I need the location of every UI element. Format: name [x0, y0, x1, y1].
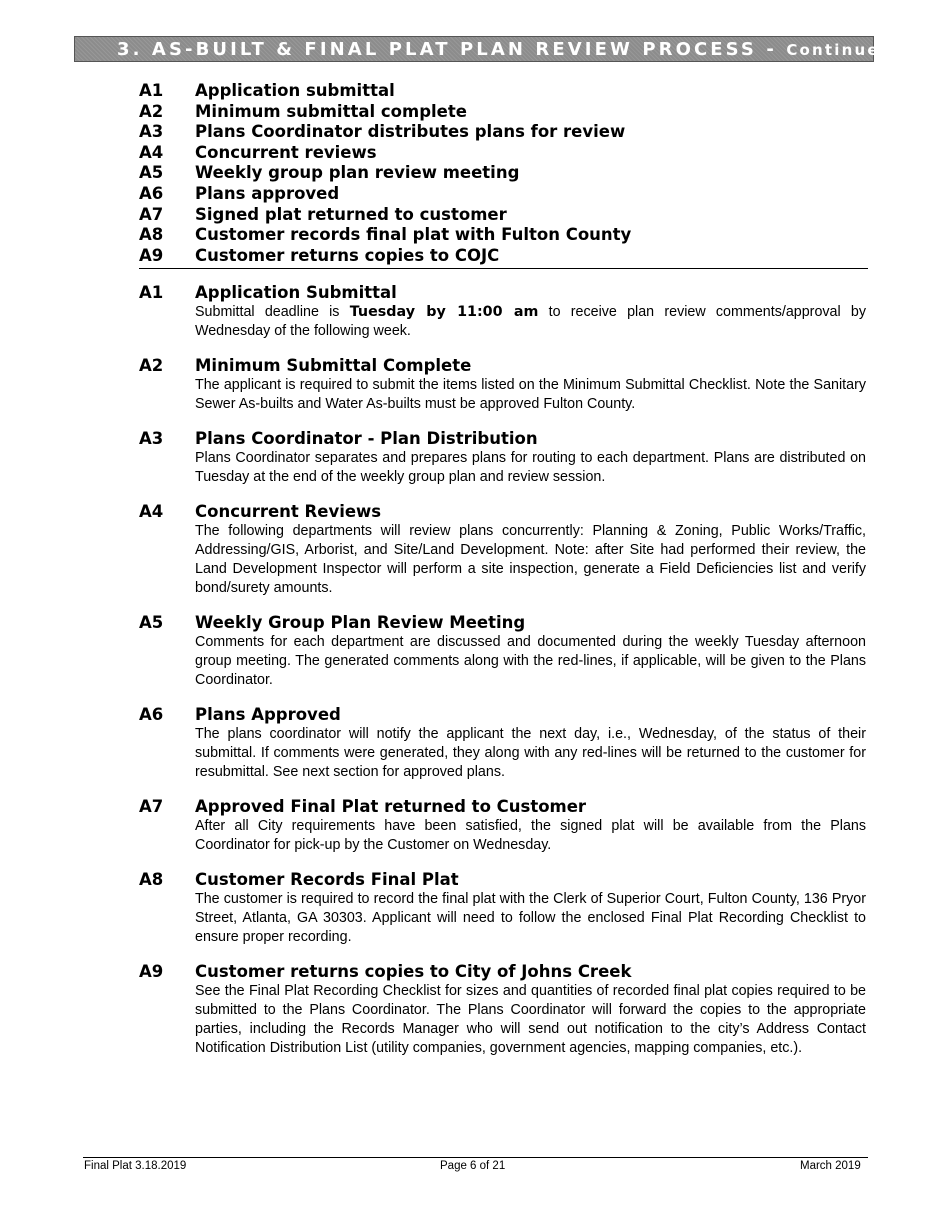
list-item — [139, 205, 868, 226]
section-heading — [139, 869, 866, 890]
list-item — [139, 225, 868, 246]
step-label: Application submittal — [195, 81, 395, 100]
summary-divider — [139, 268, 868, 269]
section-code: A5 — [139, 613, 164, 632]
section-text — [195, 303, 866, 341]
section-a2 — [139, 355, 866, 414]
list-item — [139, 122, 868, 143]
step-label: Customer returns copies to COJC — [195, 245, 500, 265]
footer-date: March 2019 — [800, 1160, 861, 1172]
section-a8 — [139, 869, 866, 947]
step-code: A1 — [139, 81, 164, 100]
section-code: A6 — [139, 705, 164, 724]
section-heading — [139, 501, 866, 522]
section-a5 — [139, 612, 866, 690]
text-run: Submittal deadline is — [195, 304, 350, 320]
step-details — [139, 282, 866, 1072]
section-code: A2 — [139, 356, 164, 375]
section-title: Minimum Submittal Complete — [195, 356, 472, 375]
section-code: A8 — [139, 870, 164, 889]
step-code: A5 — [139, 163, 164, 183]
step-code: A3 — [139, 122, 164, 142]
section-heading — [139, 612, 866, 633]
list-item — [139, 81, 868, 102]
section-text: The applicant is required to submit the items listed on the Minimum Submittal Checklist. Note the Sanitary Sewer As-builts and Water As-builts must be approved Fulton County. — [195, 377, 866, 412]
section-code: A9 — [139, 962, 164, 981]
step-summary-list — [139, 81, 868, 266]
step-code: A4 — [139, 142, 164, 162]
section-heading — [139, 355, 866, 376]
section-text: Plans Coordinator separates and prepares plans for routing to each department. Plans are distributed on Tuesday at the end of the weekly group plan and review session. — [195, 450, 866, 485]
list-item — [139, 102, 868, 123]
section-a4 — [139, 501, 866, 598]
section-heading — [139, 704, 866, 725]
section-title: Customer returns copies to City of Johns Creek — [195, 962, 632, 981]
banner-continued: Continued — [786, 41, 893, 59]
banner-title: 3. AS-BUILT & FINAL PLAT PLAN REVIEW PROCESS - — [117, 39, 787, 60]
section-title: Plans Coordinator - Plan Distribution — [195, 429, 538, 448]
section-a1 — [139, 282, 866, 341]
footer-document-name: Final Plat 3.18.2019 — [84, 1160, 187, 1172]
deadline-emphasis: Tuesday by 11:00 am — [349, 304, 539, 320]
step-code: A2 — [139, 101, 164, 121]
step-label: Plans Coordinator distributes plans for review — [195, 122, 626, 142]
step-label: Concurrent reviews — [195, 142, 377, 162]
section-text: See the Final Plat Recording Checklist for sizes and quantities of recorded final plat copies required to be submitted to the Plans Coordinator. The Plans Coordinator will forward the copies to the appropriate parties, including the Records Manager who will send out notification to the city’s Address Contact Notification Distribution List (utility companies, government agencies, mapping companies, etc.). — [195, 983, 866, 1056]
section-heading — [139, 428, 866, 449]
step-code: A9 — [139, 245, 164, 265]
step-label: Plans approved — [195, 183, 340, 203]
step-label: Signed plat returned to customer — [195, 204, 507, 224]
section-a3 — [139, 428, 866, 487]
list-item — [139, 143, 868, 164]
section-text: The following departments will review plans concurrently: Planning & Zoning, Public Works/Traffic, Addressing/GIS, Arborist, and Site/Land Development. Note: after Site had performed their review, the Land Development Inspector will perform a site inspection, generate a Field Deficiencies list and verify bond/surety amounts. — [195, 523, 866, 596]
section-code: A3 — [139, 429, 164, 448]
section-title: Application Submittal — [195, 283, 397, 302]
section-heading — [139, 282, 866, 303]
text-run: to receive plan review comments/approval by Wednesday of the following week. — [195, 304, 867, 339]
section-text: The customer is required to record the final plat with the Clerk of Superior Court, Fulton County, 136 Pryor Street, Atlanta, GA 30303. Applicant will need to follow the enclosed Final Plat Recording Checklist to ensure proper recording. — [195, 891, 866, 945]
footer-divider — [83, 1157, 868, 1158]
section-code: A7 — [139, 797, 164, 816]
section-text: Comments for each department are discussed and documented during the weekly Tuesday afternoon group meeting. The generated comments along with the red-lines, if applicable, will be given to the Plans Coordinator. — [195, 634, 866, 688]
section-code: A1 — [139, 283, 164, 302]
section-text: The plans coordinator will notify the applicant the next day, i.e., Wednesday, of the status of their submittal. If comments were generated, they along with any red-lines will be returned to the customer for resubmittal. See next section for approved plans. — [195, 726, 866, 780]
step-code: A6 — [139, 183, 164, 203]
list-item — [139, 184, 868, 205]
section-a7 — [139, 796, 866, 855]
step-code: A7 — [139, 204, 164, 224]
section-a9 — [139, 961, 866, 1058]
section-text: After all City requirements have been satisfied, the signed plat will be available from the Plans Coordinator for pick-up by the Customer on Wednesday. — [195, 818, 866, 853]
section-heading — [139, 961, 866, 982]
section-title: Customer Records Final Plat — [195, 870, 459, 889]
section-title: Concurrent Reviews — [195, 502, 382, 521]
section-a6 — [139, 704, 866, 782]
section-heading — [139, 796, 866, 817]
step-code: A8 — [139, 225, 164, 245]
step-label: Customer records final plat with Fulton County — [195, 225, 632, 245]
section-title: Weekly Group Plan Review Meeting — [195, 613, 526, 632]
section-code: A4 — [139, 502, 164, 521]
section-title: Plans Approved — [195, 705, 341, 724]
step-label: Weekly group plan review meeting — [195, 163, 520, 183]
section-title: Approved Final Plat returned to Customer — [195, 797, 587, 816]
list-item — [139, 163, 868, 184]
list-item — [139, 246, 868, 267]
step-label: Minimum submittal complete — [195, 101, 467, 121]
footer-page-number: Page 6 of 21 — [440, 1160, 506, 1172]
section-banner — [74, 36, 893, 62]
